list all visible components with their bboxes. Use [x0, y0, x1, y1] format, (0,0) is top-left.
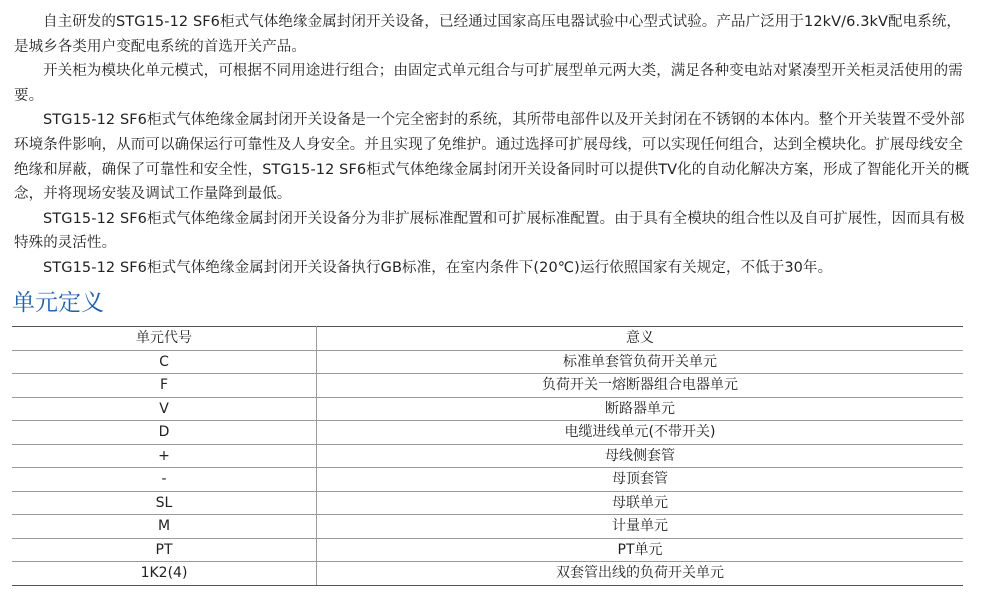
table-row	[12, 562, 963, 586]
table-row	[12, 421, 963, 445]
intro-text	[14, 10, 974, 281]
section-title: 单元定义	[12, 290, 104, 316]
table-row	[12, 444, 963, 468]
unit-code: SL	[12, 491, 317, 515]
unit-definition-table	[12, 326, 963, 586]
intro-paragraph-5: STG15-12 SF6柜式气体绝缘金属封闭开关设备执行GB标准，在室内条件下(20℃)运行依照国家有关规定，不低于30年。	[43, 259, 833, 276]
unit-code: D	[12, 421, 317, 445]
unit-code: V	[12, 397, 317, 421]
table-header-row	[12, 327, 963, 351]
unit-meaning: 双套管出线的负荷开关单元	[317, 562, 964, 586]
header-unit-code: 单元代号	[12, 327, 317, 351]
intro-paragraph-2: 开关柜为模块化单元模式，可根据不同用途进行组合；由固定式单元组合与可扩展型单元两大类，满足各种变电站对紧凑型开关柜灵活使用的需要。	[14, 63, 963, 104]
unit-meaning: 电缆进线单元(不带开关)	[317, 421, 964, 445]
intro-paragraph-4: STG15-12 SF6柜式气体绝缘金属封闭开关设备分为非扩展标准配置和可扩展标准配置。由于具有全模块的组合性以及自可扩展性，因而具有极特殊的灵活性。	[14, 210, 965, 252]
unit-meaning: 母顶套管	[317, 468, 964, 492]
unit-code: F	[12, 374, 317, 398]
unit-code: C	[12, 350, 317, 374]
table-row	[12, 374, 963, 398]
unit-meaning: 母线侧套管	[317, 444, 964, 468]
unit-code: +	[12, 444, 317, 468]
table-row	[12, 538, 963, 562]
unit-code: 1K2(4)	[12, 562, 317, 586]
unit-code: PT	[12, 538, 317, 562]
unit-meaning: 标准单套管负荷开关单元	[317, 350, 964, 374]
table-row	[12, 350, 963, 374]
table-row	[12, 515, 963, 539]
unit-code: M	[12, 515, 317, 539]
unit-meaning: 计量单元	[317, 515, 964, 539]
unit-meaning: 断路器单元	[317, 397, 964, 421]
unit-code: -	[12, 468, 317, 492]
unit-meaning: 负荷开关一熔断器组合电器单元	[317, 374, 964, 398]
header-meaning: 意义	[317, 327, 964, 351]
intro-paragraph-3: STG15-12 SF6柜式气体绝缘金属封闭开关设备是一个完全密封的系统，其所带电部件以及开关封闭在不锈钢的本体内。整个开关装置不受外部环境条件影响，从而可以确保运行可靠性及人身安全。并且实现了免维护。通过选择可扩展母线，可以实现任何组合，达到全模块化。扩展母线安全绝缘和屏蔽，确保了可靠性和安全性，STG15-12 SF6柜式气体绝缘金属封闭开关设备同时可以提供TV化的自动化解决方案，形成了智能化开关的概念，并将现场安装及调试工作量降到最低。	[14, 112, 970, 203]
table-row	[12, 491, 963, 515]
table-row	[12, 397, 963, 421]
table-row	[12, 468, 963, 492]
unit-meaning: 母联单元	[317, 491, 964, 515]
unit-meaning: PT单元	[317, 538, 964, 562]
intro-paragraph-1: 自主研发的STG15-12 SF6柜式气体绝缘金属封闭开关设备，已经通过国家高压电器试验中心型式试验。产品广泛用于12kV/6.3kV配电系统，是城乡各类用户变配电系统的首选开关产品。	[14, 14, 962, 55]
